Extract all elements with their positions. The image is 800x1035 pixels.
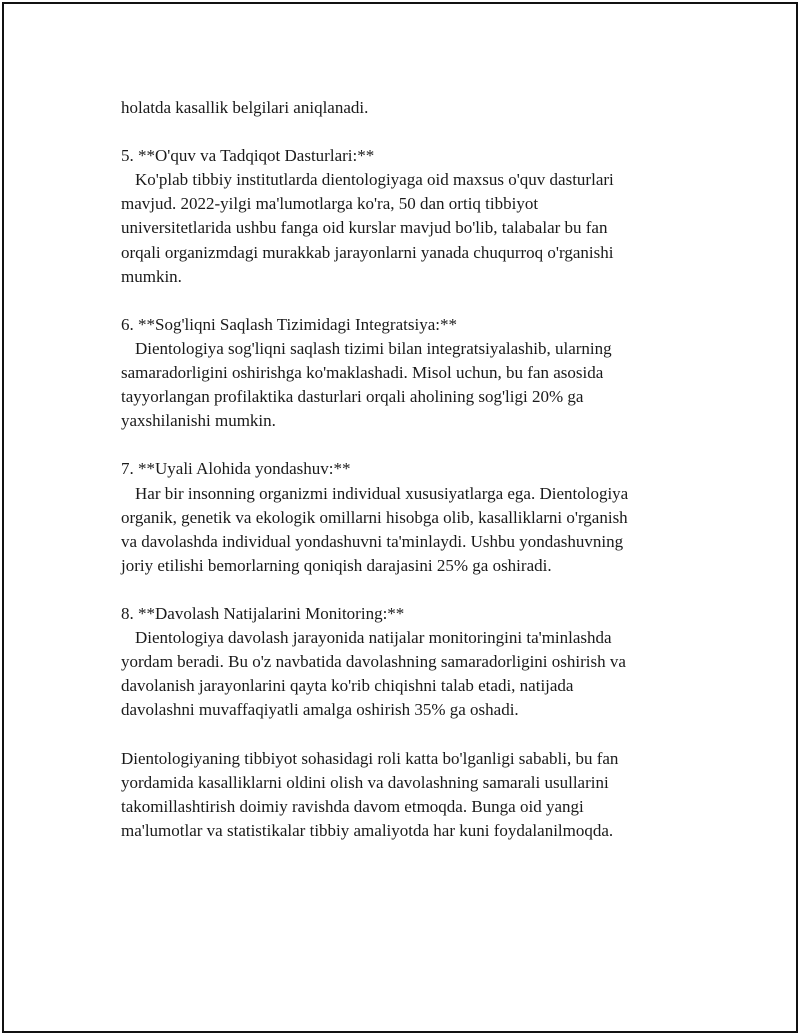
- text-line: yaxshilanishi mumkin.: [121, 411, 276, 431]
- conclusion-paragraph: [121, 747, 681, 843]
- text-line: davolanish jarayonlarini qayta ko'rib chiqishni talab etadi, natijada: [121, 676, 574, 696]
- section-8: [121, 602, 681, 722]
- text-line: yordamida kasalliklarni oldini olish va davolashning samarali usullarini: [121, 772, 609, 792]
- text-line: Ko'plab tibbiy institutlarda dientologiyaga oid maxsus o'quv dasturlari: [135, 170, 614, 190]
- section-heading: 6. **Sog'liqni Saqlash Tizimidagi Integratsiya:**: [121, 314, 457, 334]
- text-line: mavjud. 2022-yilgi ma'lumotlarga ko'ra, 50 dan ortiq tibbiyot: [121, 194, 539, 214]
- text-line: samaradorligini oshirishga ko'maklashadi. Misol uchun, bu fan asosida: [121, 363, 604, 383]
- text-line: Dientologiyaning tibbiyot sohasidagi roli katta bo'lganligi sababli, bu fan: [121, 748, 619, 768]
- text-line: Har bir insonning organizmi individual xususiyatlarga ega. Dientologiya: [135, 483, 629, 503]
- section-6: [121, 313, 681, 433]
- text-line: yordam beradi. Bu o'z navbatida davolashning samaradorligini oshirish va: [121, 652, 626, 672]
- section-5: [121, 144, 681, 289]
- text-line: orqali organizmdagi murakkab jarayonlarni yanada chuqurroq o'rganishi: [121, 242, 614, 262]
- text-line: takomillashtirish doimiy ravishda davom etmoqda. Bunga oid yangi: [121, 796, 584, 816]
- intro-paragraph: [121, 96, 681, 120]
- document-body: [121, 96, 681, 867]
- text-line: organik, genetik va ekologik omillarni hisobga olib, kasalliklarni o'rganish: [121, 507, 628, 527]
- section-heading: 5. **O'quv va Tadqiqot Dasturlari:**: [121, 146, 375, 166]
- text-line: universitetlarida ushbu fanga oid kurslar mavjud bo'lib, talabalar bu fan: [121, 218, 608, 238]
- text-line: holatda kasallik belgilari aniqlanadi.: [121, 98, 369, 117]
- text-line: joriy etilishi bemorlarning qoniqish darajasini 25% ga oshiradi.: [121, 555, 552, 575]
- text-line: ma'lumotlar va statistikalar tibbiy amaliyotda har kuni foydalanilmoqda.: [121, 820, 614, 840]
- section-heading: 7. **Uyali Alohida yondashuv:**: [121, 459, 351, 479]
- section-7: [121, 457, 681, 577]
- text-line: Dientologiya davolash jarayonida natijalar monitoringini ta'minlashda: [135, 628, 612, 648]
- text-line: davolashni muvaffaqiyatli amalga oshirish 35% ga oshadi.: [121, 700, 519, 720]
- text-line: Dientologiya sog'liqni saqlash tizimi bilan integratsiyalashib, ularning: [135, 338, 612, 358]
- text-line: va davolashda individual yondashuvni ta'minlaydi. Ushbu yondashuvning: [121, 531, 624, 551]
- text-line: mumkin.: [121, 266, 182, 286]
- page-frame: [2, 2, 798, 1033]
- section-heading: 8. **Davolash Natijalarini Monitoring:**: [121, 603, 405, 623]
- text-line: tayyorlangan profilaktika dasturlari orqali aholining sog'ligi 20% ga: [121, 387, 584, 407]
